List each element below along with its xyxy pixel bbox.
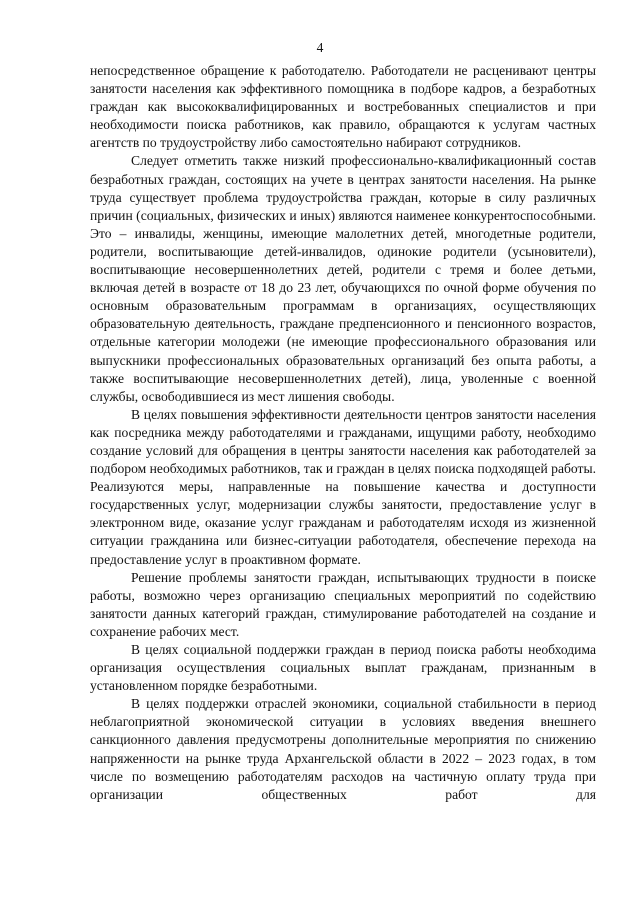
paragraph-social-support: В целях социальной поддержки граждан в период поиска работы необходима организация осуществления социальных выплат гражданам, признанным в установленном порядке безработными. [90,642,596,694]
document-body [90,62,596,804]
paragraph-continuation: непосредственное обращение к работодателю. Работодатели не расценивают центры занятости населения как эффективного помощника в подборе кадров, а безработных граждан как высококвалифицированных и востребованных специалистов и при необходимости поиска работников, как правило, обращаются к услугам частных агентств по трудоустройству либо самостоятельно набирают сотрудников. [90,63,596,151]
paragraph-economy-support: В целях поддержки отраслей экономики, социальной стабильности в период неблагоприятной экономической ситуации в условиях введения внешнего санкционного давления предусмотрены дополнительные мероприятия по снижению напряженности на рынке труда Архангельской области в 2022 – 2023 годах, в том числе по возмещению работодателям расходов на частичную оплату труда при организации общественных работ для [90,696,596,802]
paragraph-qualification: Следует отметить также низкий профессионально-квалификационный состав безработных граждан, состоящих на учете в центрах занятости населения. На рынке труда существует проблема трудоустройства граждан, которые в силу различных причин (социальных, физических и иных) являются наименее конкурентоспособными. Это – инвалиды, женщины, имеющие малолетних детей, многодетные родители, родители, воспитывающие детей-инвалидов, одинокие родители (усыновители), воспитывающие несовершеннолетних детей, родители с тремя и более детьми, включая детей в возрасте от 18 до 23 лет, обучающихся по очной форме обучения по основным образовательным программам в организациях, осуществляющих образовательную деятельность, граждане предпенсионного и пенсионного возрастов, отдельные категории молодежи (не имеющие профессионального образования или выпускники профессиональных образовательных организаций без опыта работы, а также воспитывающие несовершеннолетних детей), лица, уволенные с военной службы, освободившиеся из мест лишения свободы. [90,153,596,404]
paragraph-efficiency: В целях повышения эффективности деятельности центров занятости населения как посредника между работодателями и гражданами, ищущими работу, необходимо создание условий для обращения в центры занятости населения как работодателей за подбором необходимых работников, так и граждан в целях поиска подходящей работы. Реализуются меры, направленные на повышение качества и доступности государственных услуг, модернизации службы занятости, предоставление услуг в электронном виде, оказание услуг гражданам и работодателям исходя из жизненной ситуации гражданина или бизнес-ситуации работодателя, обеспечение перехода на предоставление услуг в проактивном формате. [90,406,597,567]
page-number: 4 [316,40,324,55]
paragraph-solution: Решение проблемы занятости граждан, испытывающих трудности в поиске работы, возможно через организацию специальных мероприятий по содействию занятости данных категорий граждан, стимулирование работодателей на создание и сохранение рабочих мест. [90,569,596,639]
